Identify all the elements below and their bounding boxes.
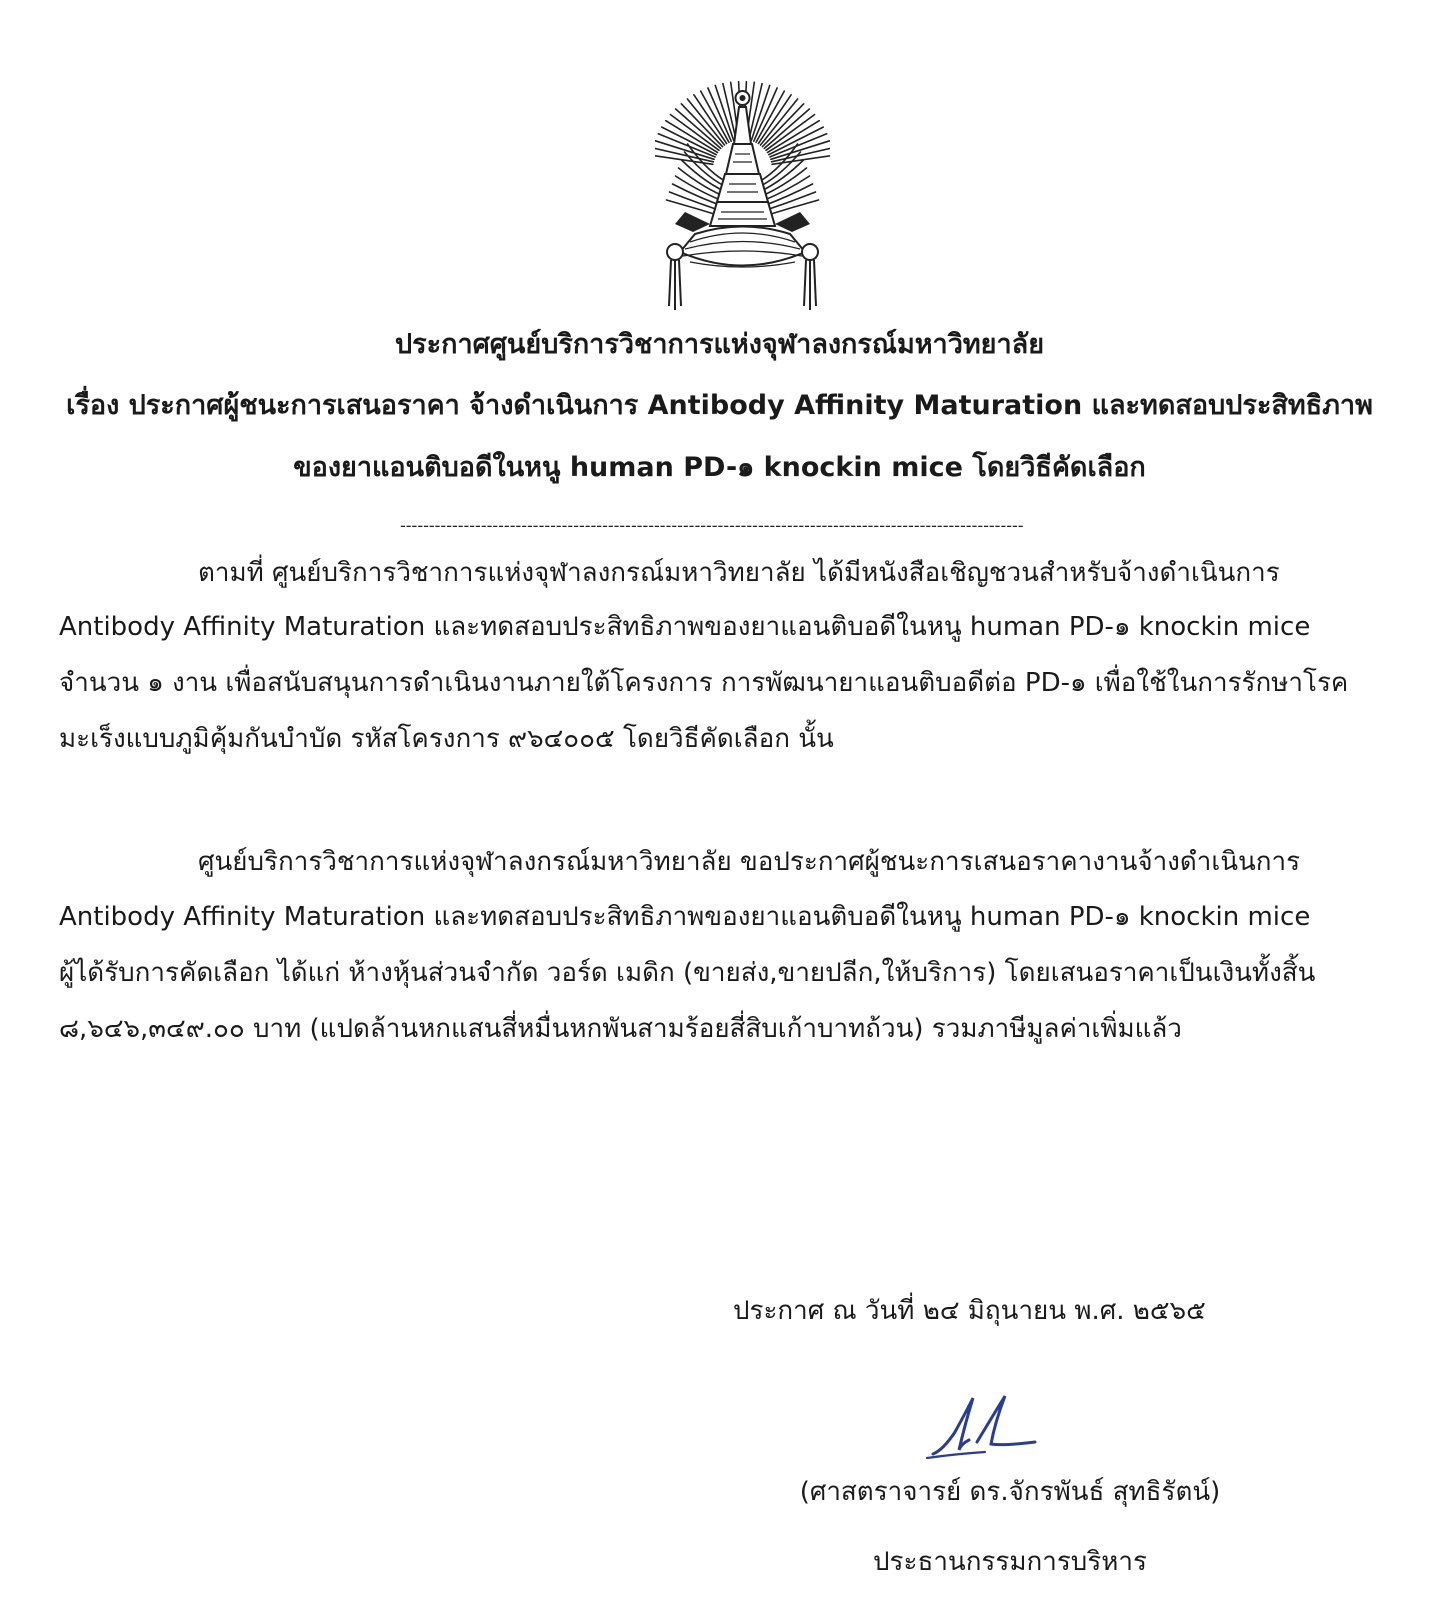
paragraph-2-line-2: Antibody Affinity Maturation และทดสอบประสิทธิภาพของยาแอนติบอดีในหนู human PD-๑ knockin mice: [59, 902, 1311, 932]
signature-icon: [925, 1392, 1045, 1467]
announcement-date: ประกาศ ณ วันที่ ๒๔ มิถุนายน พ.ศ. ๒๕๖๕: [733, 1296, 1206, 1326]
signer-name: (ศาสตราจารย์ ดร.จักรพันธ์ สุทธิรัตน์): [799, 1477, 1221, 1507]
paragraph-2-line-4: ๘,๖๔๖,๓๔๙.๐๐ บาท (แปดล้านหกแสนสี่หมื่นหกพันสามร้อยสี่สิบเก้าบาทถ้วน) รวมภาษีมูลค่าเพิ่มแล้ว: [59, 1014, 1182, 1044]
paragraph-1-line-3: จำนวน ๑ งาน เพื่อสนับสนุนการดำเนินงานภายใต้โครงการ การพัฒนายาแอนติบอดีต่อ PD-๑ เพื่อใช้ในการรักษาโรค: [59, 668, 1349, 698]
paragraph-1-line-1: ตามที่ ศูนย์บริการวิชาการแห่งจุฬาลงกรณ์มหาวิทยาลัย ได้มีหนังสือเชิญชวนสำหรับจ้างดำเนินการ: [198, 558, 1280, 588]
announcement-subject-line-1: เรื่อง ประกาศผู้ชนะการเสนอราคา จ้างดำเนินการ Antibody Affinity Maturation และทดสอบประสิทธิภาพ: [66, 390, 1373, 421]
paragraph-2-line-3: ผู้ได้รับการคัดเลือก ได้แก่ ห้างหุ้นส่วนจำกัด วอร์ด เมดิก (ขายส่ง,ขายปลีก,ให้บริการ) โดยเสนอราคาเป็นเงินทั้งสิ้น: [59, 958, 1316, 988]
university-emblem-icon: [655, 74, 830, 314]
announcement-subject-line-2: ของยาแอนติบอดีในหนู human PD-๑ knockin mice โดยวิธีคัดเลือก: [293, 452, 1146, 483]
paragraph-1-line-2: Antibody Affinity Maturation และทดสอบประสิทธิภาพของยาแอนติบอดีในหนู human PD-๑ knockin mice: [59, 612, 1311, 642]
signer-title: ประธานกรรมการบริหาร: [873, 1547, 1147, 1577]
paragraph-1-line-4: มะเร็งแบบภูมิคุ้มกันบำบัด รหัสโครงการ ๙๖๔๐๐๕ โดยวิธีคัดเลือก นั้น: [59, 724, 834, 754]
paragraph-2-line-1: ศูนย์บริการวิชาการแห่งจุฬาลงกรณ์มหาวิทยาลัย ขอประกาศผู้ชนะการเสนอราคางานจ้างดำเนินการ: [198, 847, 1301, 877]
announcement-title: ประกาศศูนย์บริการวิชาการแห่งจุฬาลงกรณ์มหาวิทยาลัย: [394, 329, 1045, 360]
separator-line: ------------------------------------------------------------------------------------------------------------: [400, 516, 1024, 535]
